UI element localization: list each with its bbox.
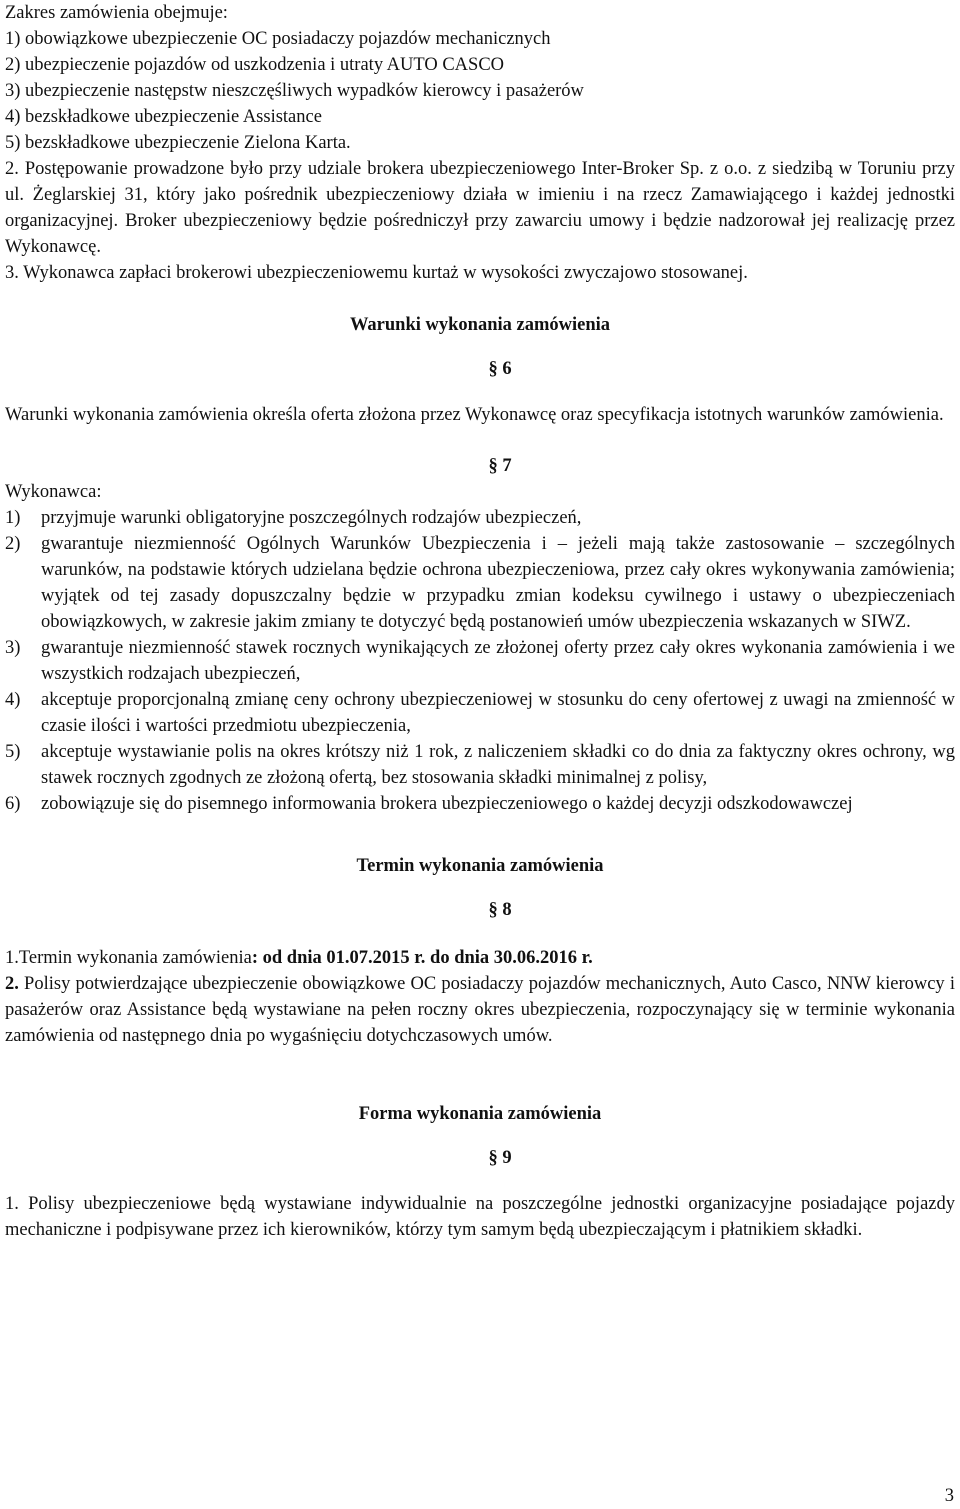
section-9-number: § 9 — [488, 1148, 512, 1168]
list-item: 2) gwarantuje niezmienność Ogólnych Warunków Ubezpieczenia i – jeżeli mają także zastosowanie – szczególnych warunków, na podstawie których udzielana będzie ochrona ubezpieczeniowa, przez cały okres wykonywania zamówienia; wyjątek od tej zasady dopuszczalny będzie w przypadku zmian kodeksu cywilnego i ustawy o ubezpieczeniach obowiązkowych, w zakresie jakim zmiany te dotyczyć będą postanowień umów ubezpieczenia wskazanych w SIWZ. — [5, 534, 955, 632]
section-7-intro: Wykonawca: — [5, 482, 102, 502]
list-item: 5) akceptuje wystawianie polis na okres krótszy niż 1 rok, z naliczeniem składki co do dnia za faktyczny okres ochrony, wg stawek rocznych zgodnych ze złożoną ofertą, bez stosowania składki minimalnej z polisy, — [5, 742, 955, 788]
intro-item-5: 5) bezskładkowe ubezpieczenie Zielona Karta. — [5, 133, 351, 153]
list-item: 6) zobowiązuje się do pisemnego informowania brokera ubezpieczeniowego o każdej decyzji odszkodowawczej — [5, 794, 853, 814]
section-7-number: § 7 — [488, 456, 512, 476]
section-6-text: Warunki wykonania zamówienia określa oferta złożona przez Wykonawcę oraz specyfikacja istotnych warunków zamówienia. — [5, 405, 944, 425]
list-item: 1) przyjmuje warunki obligatoryjne poszczególnych rodzajów ubezpieczeń, — [5, 508, 582, 528]
section-8-paragraph-1 — [5, 945, 955, 971]
section-7 — [5, 453, 955, 817]
intro-item-4: 4) bezskładkowe ubezpieczenie Assistance — [5, 107, 322, 127]
list-item: 4) akceptuje proporcjonalną zmianę ceny ochrony ubezpieczeniowej w stosunku do ceny ofertowej z uwagi na zmienność w czasie ilości i wartości przedmiotu ubezpieczenia, — [5, 690, 955, 736]
section-9 — [5, 1101, 955, 1243]
intro-item-1: 1) obowiązkowe ubezpieczenie OC posiadaczy pojazdów mechanicznych — [5, 29, 551, 49]
intro-item-3: 3) ubezpieczenie następstw nieszczęśliwych wypadków kierowcy i pasażerów — [5, 81, 584, 101]
section-8-heading: Termin wykonania zamówienia — [356, 856, 604, 876]
term-dates: : od dnia 01.07.2015 r. do dnia 30.06.2016 r. — [251, 948, 593, 968]
section-8-number: § 8 — [488, 900, 512, 920]
intro-section — [5, 0, 955, 286]
paragraph-2-text: Polisy potwierdzające ubezpieczenie obowiązkowe OC posiadaczy pojazdów mechanicznych, Auto Casco, NNW kierowcy i pasażerów oraz Assistance będą wystawiane na pełen roczny okres ubezpieczenia, rozpoczynający się w terminie wykonania zamówienia od następnego dnia po wygaśnięciu dotychczasowych umów. — [5, 974, 955, 1046]
intro-title: Zakres zamówienia obejmuje: — [5, 3, 228, 23]
section-9-heading: Forma wykonania zamówienia — [358, 1104, 602, 1124]
section-6 — [5, 312, 955, 428]
section-8 — [5, 853, 955, 1049]
term-label: 1.Termin wykonania zamówienia — [5, 948, 252, 968]
intro-paragraph-2: 2. Postępowanie prowadzone było przy udziale brokera ubezpieczeniowego Inter-Broker Sp. z o.o. z siedzibą w Toruniu przy ul. Żeglarskiej 31, który jako pośrednik ubezpieczeniowy działa w imieniu i na rzecz Zamawiającego i każdej jednostki organizacyjnej. Broker ubezpieczeniowy będzie pośredniczył przy zawarciu umowy i będzie nadzorował jej realizację przez Wykonawcę. — [5, 159, 955, 257]
section-6-number: § 6 — [488, 359, 512, 379]
list-item: 3) gwarantuje niezmienność stawek rocznych wynikających ze złożonej oferty przez cały okres wykonania zamówienia i we wszystkich rodzajach ubezpieczeń, — [5, 638, 955, 684]
section-6-heading: Warunki wykonania zamówienia — [349, 315, 611, 335]
section-9-paragraph-1: 1. Polisy ubezpieczeniowe będą wystawiane indywidualnie na poszczególne jednostki organizacyjne posiadające pojazdy mechaniczne i podpisywane przez ich kierowników, którzy tym samym będą ubezpieczającym i płatnikiem składki. — [5, 1194, 955, 1240]
paragraph-2-number: 2. — [5, 974, 19, 994]
section-7-list — [5, 505, 955, 817]
intro-paragraph-3: 3. Wykonawca zapłaci brokerowi ubezpieczeniowemu kurtaż w wysokości zwyczajowo stosowanej. — [5, 263, 748, 283]
page-number: 3 — [944, 1486, 954, 1506]
section-8-paragraph-2 — [5, 971, 955, 1049]
intro-item-2: 2) ubezpieczenie pojazdów od uszkodzenia i utraty AUTO CASCO — [5, 55, 505, 75]
